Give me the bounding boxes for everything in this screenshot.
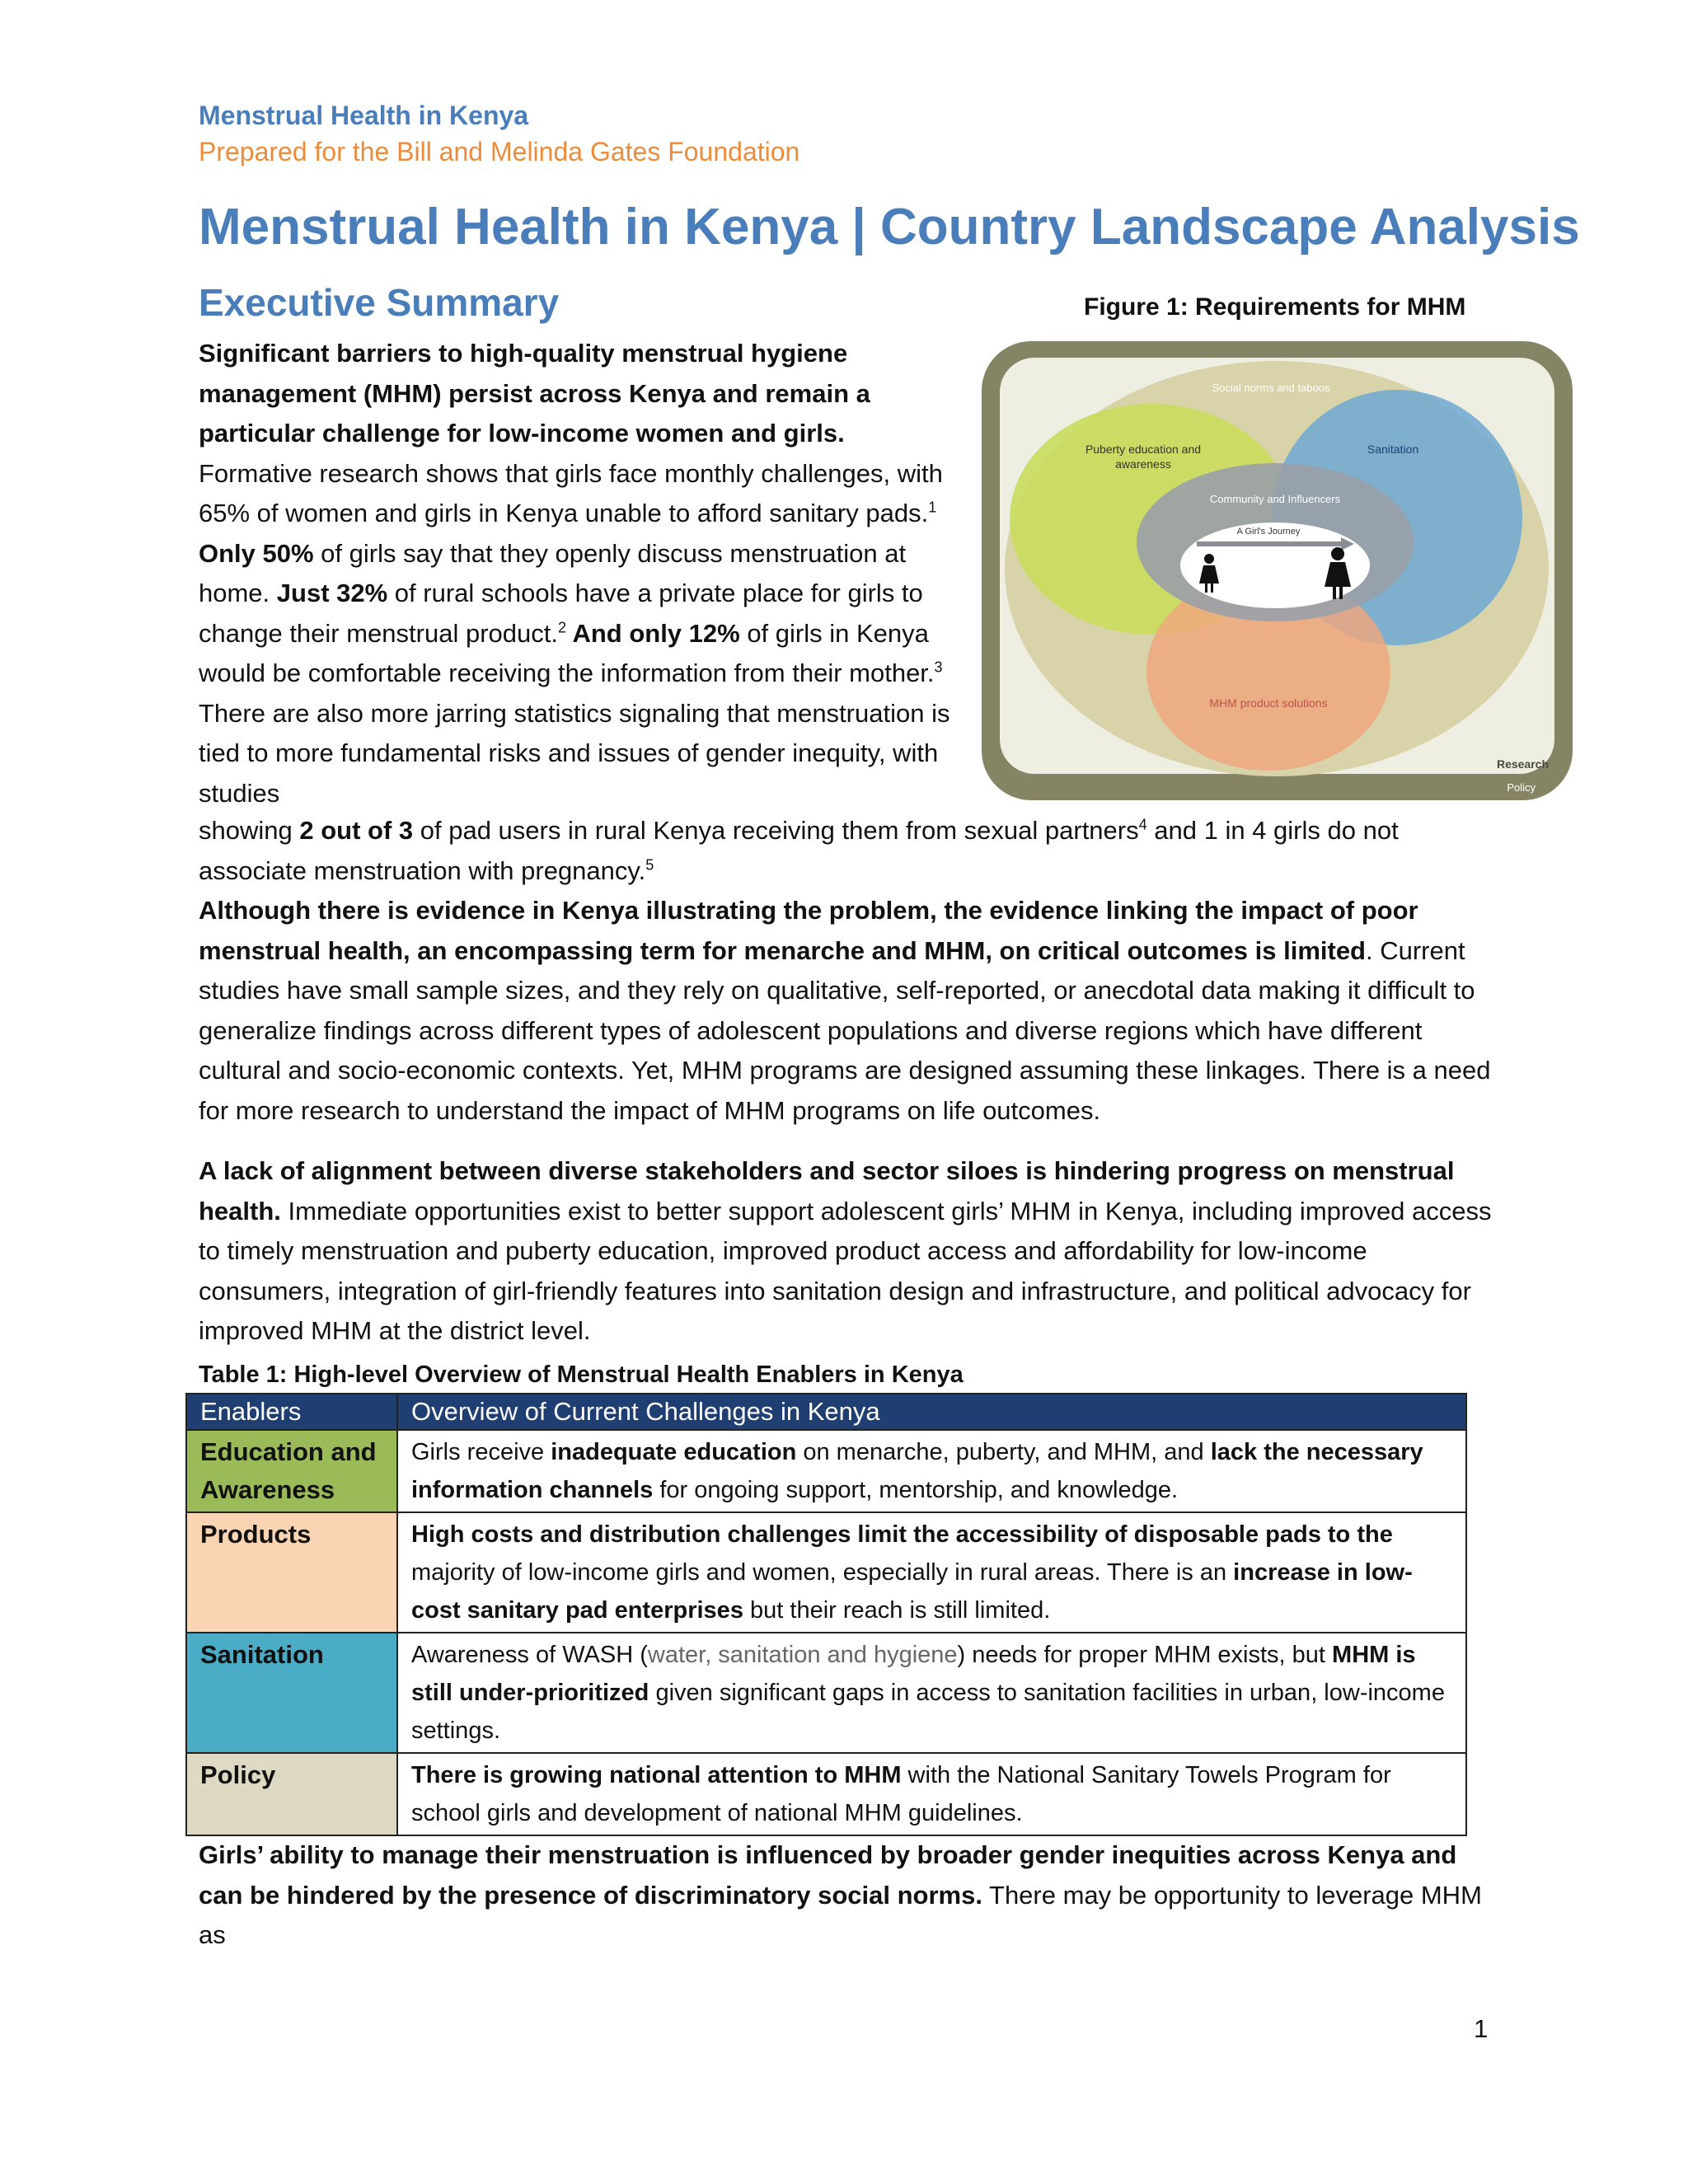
bold-span: MHM is still under-prioritized bbox=[411, 1642, 1416, 1706]
enablers-table bbox=[185, 1393, 1467, 1836]
paragraph-gender-inequity bbox=[199, 1835, 1497, 1956]
footnote-2: 2 bbox=[557, 619, 566, 636]
gender-lead: Girls’ ability to manage their menstruation is influenced by broader gender inequities across Kenya and can be hindered by the presence of discriminatory social norms. bbox=[199, 1840, 1457, 1910]
overview-products bbox=[397, 1512, 1466, 1633]
footnote-1: 1 bbox=[928, 499, 937, 516]
header-enablers: Enablers bbox=[186, 1394, 397, 1430]
overview-education bbox=[397, 1430, 1466, 1512]
page-title: Menstrual Health in Kenya | Country Landscape Analysis bbox=[199, 199, 1580, 255]
policy-label: Policy bbox=[1507, 781, 1536, 794]
figure-caption: Figure 1: Requirements for MHM bbox=[1084, 293, 1466, 321]
table-row bbox=[186, 1633, 1466, 1753]
paragraph-barriers-continued bbox=[199, 811, 1497, 891]
puberty-label-line1: Puberty education and bbox=[1085, 443, 1202, 456]
bold-span: lack the necessary information channels bbox=[411, 1439, 1423, 1503]
table-row bbox=[186, 1512, 1466, 1633]
running-header-title: Menstrual Health in Kenya bbox=[199, 101, 529, 130]
text-span: ) needs for proper MHM exists, but bbox=[957, 1642, 1333, 1668]
products-label: MHM product solutions bbox=[1209, 696, 1328, 710]
footnote-5: 5 bbox=[645, 856, 654, 874]
enabler-policy: Policy bbox=[186, 1753, 397, 1835]
barriers-lead: Significant barriers to high-quality menstrual hygiene management (MHM) persist across Kenya and remain a particular challenge for low-income women and girls. bbox=[199, 339, 870, 448]
header-overview: Overview of Current Challenges in Kenya bbox=[397, 1394, 1466, 1430]
text-span: but their reach is still limited. bbox=[743, 1597, 1051, 1624]
bold-span: inadequate education bbox=[551, 1439, 797, 1465]
social-norms-label: Social norms and taboos bbox=[1212, 382, 1330, 394]
text-span: of rural schools have a private place for girls to change their menstrual product. bbox=[199, 579, 923, 648]
text-span: for ongoing support, mentorship, and knowledge. bbox=[653, 1477, 1179, 1503]
wash-definition: water, sanitation and hygiene bbox=[647, 1642, 958, 1668]
running-header-subtitle: Prepared for the Bill and Melinda Gates Foundation bbox=[199, 137, 800, 166]
text-span: Formative research shows that girls face monthly challenges, with 65% of women and girls in Kenya unable to afford sanitary pads. bbox=[199, 458, 943, 527]
text-span: Immediate opportunities exist to better support adolescent girls’ MHM in Kenya, including improved access to timely menstruation and puberty education, improved product access and affordability for low-income consumers, integration of girl-friendly features into sanitation design and infrastructure, and political advocacy for improved MHM at the district level. bbox=[199, 1196, 1492, 1345]
text-span: of pad users in rural Kenya receiving them from sexual partners bbox=[413, 816, 1139, 845]
text-span: . Current studies have small sample sizes, and they rely on qualitative, self-reported, or anecdotal data making it difficult to generalize findings across different types of adolescent populations and diverse regions which have different cultural and socio-economic contexts. Yet, MHM programs are designed assuming these linkages. There is a need for more research to understand the impact of MHM programs on life outcomes. bbox=[199, 935, 1491, 1125]
text-span: majority of low-income girls and women, especially in rural areas. There is an bbox=[411, 1559, 1234, 1586]
stat-50: Only 50% bbox=[199, 538, 314, 568]
paragraph-evidence bbox=[199, 891, 1497, 1131]
table-header-row bbox=[186, 1394, 1466, 1430]
bold-span: increase in low-cost sanitary pad enterprises bbox=[411, 1559, 1413, 1624]
paragraph-alignment bbox=[199, 1151, 1497, 1352]
footnote-3: 3 bbox=[934, 658, 943, 676]
stat-12: And only 12% bbox=[565, 618, 740, 648]
stat-2-of-3: 2 out of 3 bbox=[299, 816, 414, 845]
text-span: given significant gaps in access to sanitation facilities in urban, low-income settings. bbox=[411, 1680, 1445, 1744]
research-label: Research bbox=[1496, 757, 1549, 771]
text-span: showing bbox=[199, 816, 300, 845]
evidence-lead: Although there is evidence in Kenya illustrating the problem, the evidence linking the impact of poor menstrual health, an encompassing term for menarche and MHM, on critical outcomes is limited bbox=[199, 896, 1418, 965]
text-span: and 1 in 4 girls do not associate menstruation with pregnancy. bbox=[199, 816, 1399, 885]
enabler-products: Products bbox=[186, 1512, 397, 1633]
journey-label: A Girl's Journey bbox=[1236, 527, 1301, 537]
sanitation-label: Sanitation bbox=[1367, 443, 1419, 456]
community-label: Community and Influencers bbox=[1209, 493, 1341, 505]
table-caption: Table 1: High-level Overview of Menstrual Health Enablers in Kenya bbox=[199, 1361, 964, 1388]
bold-span: There is growing national attention to MHM bbox=[411, 1762, 902, 1788]
alignment-lead: A lack of alignment between diverse stakeholders and sector siloes is hindering progress on menstrual health. bbox=[199, 1156, 1455, 1226]
text-span: on menarche, puberty, and MHM, and bbox=[796, 1439, 1211, 1465]
table-row bbox=[186, 1753, 1466, 1835]
text-span: Awareness of WASH ( bbox=[411, 1642, 648, 1668]
text-span: of girls in Kenya would be comfortable receiving the information from their mother. bbox=[199, 618, 935, 687]
text-span: There may be opportunity to leverage MHM as bbox=[199, 1880, 1482, 1949]
mhm-requirements-figure bbox=[978, 338, 1576, 804]
paragraph-barriers bbox=[199, 334, 957, 813]
table-row bbox=[186, 1430, 1466, 1512]
section-heading: Executive Summary bbox=[199, 281, 560, 324]
bold-span: High costs and distribution challenges limit the accessibility of disposable pads to the bbox=[411, 1521, 1393, 1548]
text-span: of girls say that they openly discuss menstruation at home. bbox=[199, 538, 907, 607]
overview-sanitation bbox=[397, 1633, 1466, 1753]
text-span: with the National Sanitary Towels Program for school girls and development of national MHM guidelines. bbox=[411, 1762, 1391, 1826]
footnote-4: 4 bbox=[1138, 816, 1147, 833]
enabler-education: Education and Awareness bbox=[186, 1430, 397, 1512]
overview-policy bbox=[397, 1753, 1466, 1835]
text-span: Girls receive bbox=[411, 1439, 551, 1465]
page-number: 1 bbox=[1474, 2014, 1489, 2043]
enabler-sanitation: Sanitation bbox=[186, 1633, 397, 1753]
text-span: There are also more jarring statistics signaling that menstruation is tied to more fundamental risks and issues of gender inequity, with studies bbox=[199, 698, 950, 808]
stat-32: Just 32% bbox=[276, 579, 388, 607]
puberty-label-line2: awareness bbox=[1115, 457, 1171, 471]
